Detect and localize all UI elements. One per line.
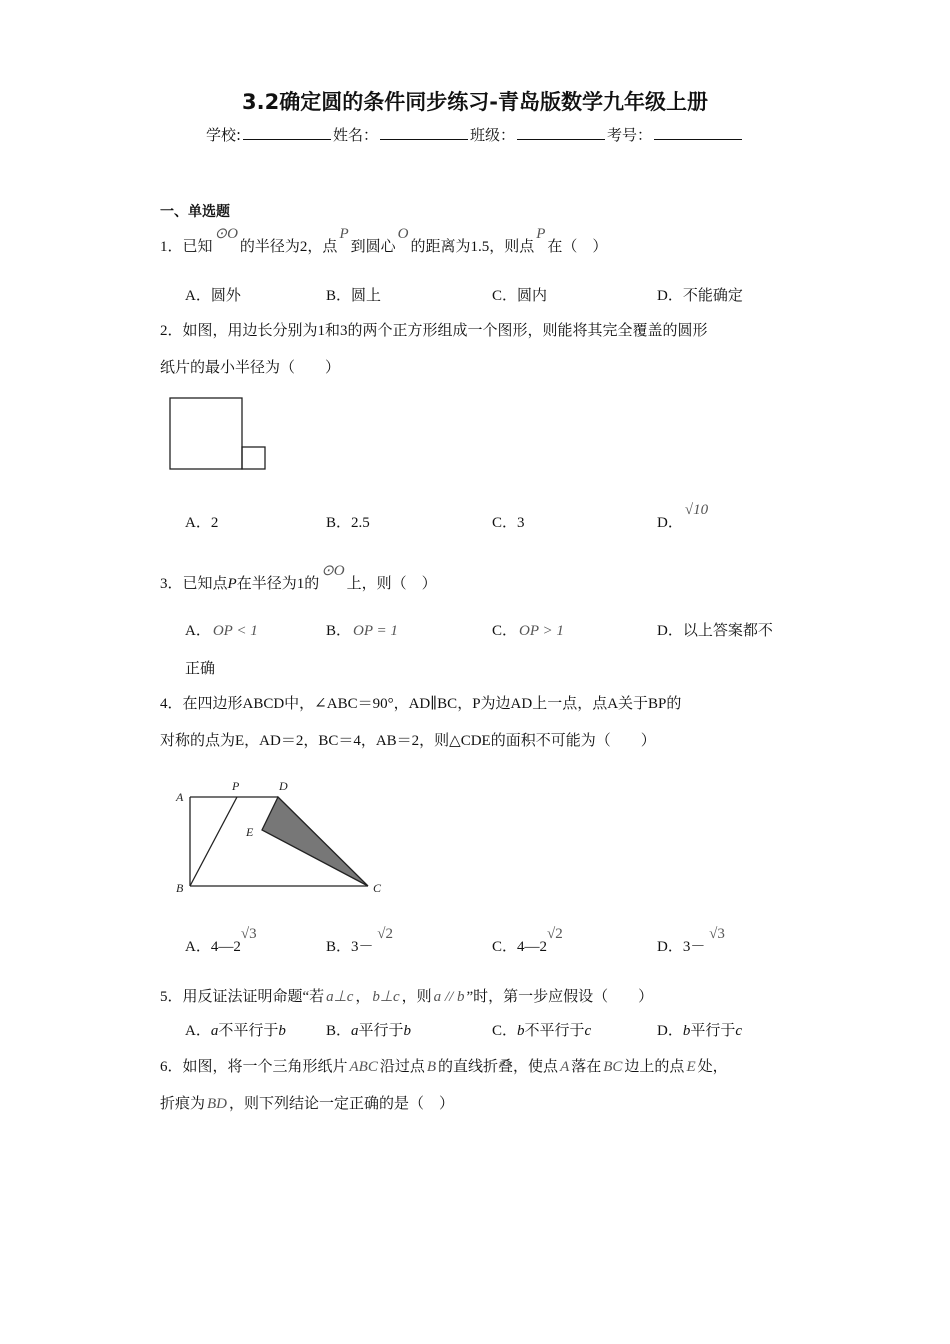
math-variable: P — [227, 576, 237, 592]
text-run: A．4—2 — [185, 939, 241, 955]
question-4-stem — [160, 694, 681, 714]
text-run: D．3－ — [657, 939, 710, 955]
text-run: 的半径为2，点 — [239, 239, 338, 255]
text-run: C． — [492, 623, 518, 639]
math-expression: A — [560, 1059, 570, 1075]
text-run: 在（ ） — [547, 239, 608, 255]
text-run: 上，则（ ） — [346, 576, 437, 592]
math-variable: a — [210, 1023, 219, 1039]
math-expression: O — [397, 226, 409, 242]
large-square — [170, 398, 242, 469]
math-expression: √10 — [684, 502, 709, 518]
math-expression: OP = 1 — [353, 623, 398, 639]
text-run: 纸片的最小半径为（ ） — [160, 360, 341, 376]
text-run: B．圆上 — [326, 288, 382, 304]
text-run: D．以上答案都不 — [657, 623, 773, 639]
question-5-option-d[interactable] — [657, 1021, 742, 1041]
question-1-option-d[interactable] — [657, 286, 743, 306]
question-2-option-d[interactable] — [657, 502, 710, 533]
segment-bp — [190, 797, 237, 886]
text-run: 5．用反证法证明命题“若 — [160, 989, 325, 1005]
text-run: 对称的点为E，AD＝2，BC＝4，AB＝2，则△CDE的面积不可能为（ ） — [160, 733, 656, 749]
text-run: D． — [657, 1023, 683, 1039]
text-run: 处， — [697, 1059, 728, 1075]
text-run: A． — [185, 623, 211, 639]
math-variable: b — [517, 1023, 525, 1039]
math-expression: ABC — [349, 1059, 378, 1075]
math-variable: c — [584, 1023, 592, 1039]
label-a: A — [176, 790, 184, 804]
label-b: B — [176, 881, 184, 895]
question-2-option-a[interactable] — [185, 513, 218, 533]
text-run: ，则下列结论一定正确的是（ ） — [229, 1096, 455, 1112]
text-run: 边上的点 — [624, 1059, 685, 1075]
label-e: E — [246, 825, 254, 839]
text-run: ， — [355, 989, 371, 1005]
number-label: 考号： — [607, 126, 653, 144]
text-run: B．2.5 — [326, 515, 370, 531]
quadrilateral-figure — [190, 797, 368, 886]
text-run: C．3 — [492, 515, 525, 531]
label-p: P — [232, 779, 240, 793]
text-run: 沿过点 — [379, 1059, 425, 1075]
text-run: 落在 — [571, 1059, 602, 1075]
text-run: ”时，第一步应假设（ ） — [466, 989, 654, 1005]
text-run: 在半径为1的 — [236, 576, 320, 592]
small-square — [242, 447, 265, 469]
question-2-stem — [160, 358, 340, 378]
text-run: 平行于 — [358, 1023, 404, 1039]
triangle-cde — [262, 797, 368, 886]
text-run: 平行于 — [690, 1023, 736, 1039]
question-6-stem — [160, 1057, 728, 1077]
text-run: D． — [657, 515, 683, 531]
question-4-option-d[interactable] — [657, 926, 725, 957]
text-run: 的直线折叠，使点 — [438, 1059, 559, 1075]
question-1-option-a[interactable] — [185, 286, 241, 306]
question-6-stem — [160, 1094, 454, 1114]
question-2-option-b[interactable] — [326, 513, 370, 533]
radical: √3 — [240, 926, 257, 942]
text-run: C． — [492, 1023, 518, 1039]
question-4-option-a[interactable] — [185, 926, 257, 957]
text-run: B． — [326, 1023, 352, 1039]
math-expression: E — [686, 1059, 696, 1075]
math-expression: BD — [207, 1096, 228, 1112]
question-3-stem — [160, 563, 437, 594]
option-continuation: 正确 — [185, 661, 216, 677]
text-run: 2．如图，用边长分别为1和3的两个正方形组成一个图形，则能将其完全覆盖的圆形 — [160, 323, 708, 339]
question-5-option-a[interactable] — [185, 1021, 286, 1041]
question-3-option-c[interactable] — [492, 621, 566, 641]
radical: √2 — [547, 926, 563, 942]
math-variable: b — [278, 1023, 286, 1039]
name-label: 姓名： — [333, 126, 379, 144]
text-run: 不平行于 — [218, 1023, 279, 1039]
text-run: 到圆心 — [350, 239, 396, 255]
text-run: B． — [326, 623, 352, 639]
label-c: C — [373, 881, 382, 895]
question-1-option-b[interactable] — [326, 286, 381, 306]
text-run: 6．如图，将一个三角形纸片 — [160, 1059, 348, 1075]
text-run: 折痕为 — [160, 1096, 206, 1112]
question-2-stem — [160, 321, 708, 341]
question-5-stem — [160, 987, 653, 1007]
class-label: 班级： — [470, 126, 516, 144]
label-d: D — [279, 779, 288, 793]
question-4-option-b[interactable] — [326, 926, 393, 957]
text-run: 4．在四边形ABCD中，∠ABC＝90°，AD∥BC，P为边AD上一点，点A关于BP的 — [160, 696, 682, 712]
math-variable: b — [403, 1023, 412, 1039]
text-run: ，则 — [401, 989, 432, 1005]
text-run: A．圆外 — [185, 288, 241, 304]
math-expression: a⊥c — [326, 989, 354, 1005]
two-squares-figure — [170, 398, 265, 469]
math-expression: a // b — [433, 989, 465, 1005]
math-expression: BC — [603, 1059, 623, 1075]
math-expression: P — [536, 226, 546, 242]
math-expression: ⊙O — [214, 226, 238, 242]
math-variable: c — [735, 1023, 743, 1039]
school-label: 学校: — [205, 126, 241, 144]
math-variable: b — [682, 1023, 691, 1039]
question-3-option-b[interactable] — [326, 621, 400, 641]
question-5-option-c[interactable] — [492, 1021, 591, 1041]
question-4-option-c[interactable] — [492, 926, 563, 957]
question-2-option-c[interactable] — [492, 513, 525, 533]
question-5-option-b[interactable] — [326, 1021, 411, 1041]
math-expression: OP > 1 — [519, 623, 564, 639]
question-4-stem — [160, 731, 656, 751]
math-expression: P — [339, 226, 349, 242]
radical: √2 — [377, 926, 393, 942]
question-1-option-c[interactable] — [492, 286, 547, 306]
question-1-stem — [160, 226, 608, 257]
page-title: 3.2确定圆的条件同步练习-青岛版数学九年级上册 — [242, 90, 708, 114]
text-run: 1．已知 — [160, 239, 213, 255]
math-expression: ⊙O — [321, 563, 345, 579]
text-run: 不平行于 — [524, 1023, 585, 1039]
text-run: B．3－ — [326, 939, 378, 955]
question-3-option-a[interactable] — [185, 621, 260, 641]
section-heading: 一、单选题 — [160, 204, 230, 220]
question-3-option-d[interactable] — [657, 621, 773, 641]
math-expression: B — [426, 1059, 437, 1075]
text-run: A． — [185, 1023, 211, 1039]
text-run: C．4—2 — [492, 939, 548, 955]
text-run: A．2 — [185, 515, 219, 531]
radical: √3 — [709, 926, 725, 942]
math-expression: b⊥c — [372, 989, 400, 1005]
math-variable: a — [351, 1023, 359, 1039]
text-run: 的距离为1.5，则点 — [410, 239, 535, 255]
text-run: C．圆内 — [492, 288, 548, 304]
math-expression: OP < 1 — [212, 623, 258, 639]
text-run: D．不能确定 — [657, 288, 743, 304]
text-run: 3．已知点 — [160, 576, 228, 592]
